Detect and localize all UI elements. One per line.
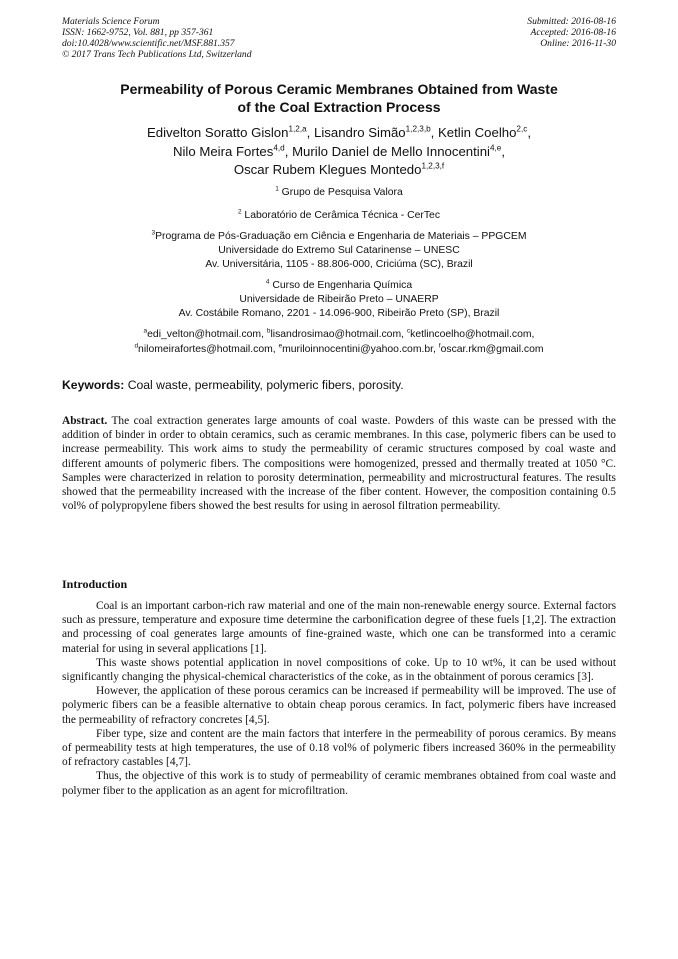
affiliation-line: Av. Universitária, 1105 - 88.806-000, Criciúma (SC), Brazil [205, 259, 473, 270]
email-line-1 [62, 327, 616, 342]
section-heading-introduction: Introduction [62, 577, 128, 591]
email-marker: e [278, 342, 283, 350]
intro-paragraph: Thus, the objective of this work is to study of permeability of ceramic membranes obtained from coal waste and polymer fiber to the application as an agent for microfiltration. [62, 770, 616, 797]
affiliation-line: Av. Costábile Romano, 2201 - 14.096-900, Ribeirão Preto (SP), Brazil [178, 308, 500, 319]
affiliation-text: Curso de Engenharia Química [269, 280, 413, 291]
dates-header [527, 16, 616, 49]
author-name: Edivelton Soratto Gislon [147, 125, 289, 140]
intro-paragraph: Coal is an important carbon-rich raw material and one of the main non-renewable energy source. External factors such as pressure, temperature and exposure time determine the carbonification degree of these fuels [1,2]. The extraction and processing of coal generates large amounts of fine-grained waste, which one can be transformed into a ceramic material for using in several applications [1]. [62, 600, 616, 655]
author-separator: , [501, 143, 506, 159]
affiliation-text: Grupo de Pesquisa Valora [278, 187, 403, 198]
author-separator: , [527, 125, 531, 140]
accepted-date: Accepted: 2016-08-16 [530, 27, 616, 38]
affiliation-line [62, 279, 616, 293]
affiliation-number: 1 [275, 185, 279, 193]
email-link[interactable]: ketlincoelho@hotmail.com, [410, 329, 535, 340]
author-affil-sup: 4,e [489, 143, 502, 153]
email-link[interactable]: nilomeirafortes@hotmail.com, [138, 344, 279, 355]
submitted-date: Submitted: 2016-08-16 [527, 16, 616, 27]
online-date: Online: 2016-11-30 [540, 38, 616, 49]
author-name: Ketlin Coelho [437, 125, 517, 140]
author-affil-sup: 1,2,a [288, 124, 307, 134]
author-affil-sup: 4,d [273, 143, 285, 153]
email-link[interactable]: edi_velton@hotmail.com, [147, 329, 267, 340]
journal-name: Materials Science Forum [62, 16, 160, 27]
affiliation-line: Universidade do Extremo Sul Catarinense – UNESC [218, 245, 460, 256]
email-link[interactable]: lisandrosimao@hotmail.com, [270, 329, 407, 340]
affiliation-line [62, 230, 616, 244]
author-line-3 [62, 161, 616, 180]
issn-line: ISSN: 1662-9752, Vol. 881, pp 357-361 [62, 27, 214, 38]
intro-paragraph: This waste shows potential application in novel compositions of coke. Up to 10 wt%, it can be used without significantly changing the physical-chemical characteristics of the coke, as in the obtainment of porous ceramics [3]. [62, 656, 616, 684]
email-marker: c [406, 327, 411, 335]
paper-title [62, 80, 616, 116]
affiliation-1 [62, 186, 616, 200]
author-affil-sup: 1,2,3,b [405, 124, 431, 134]
affiliation-3 [62, 230, 616, 272]
title-line-2: of the Coal Extraction Process [237, 99, 441, 115]
author-name: Lisandro Simão [314, 125, 406, 140]
keywords-text: Coal waste, permeability, polymeric fibers, porosity. [124, 378, 404, 392]
author-name: Nilo Meira Fortes [172, 143, 274, 159]
affiliation-text: Programa de Pós-Graduação em Ciência e Engenharia de Materiais – PPGCEM [155, 231, 527, 242]
affiliation-text: Laboratório de Cerâmica Técnica - CerTec [241, 210, 441, 221]
title-line-1: Permeability of Porous Ceramic Membranes Obtained from Waste [120, 81, 558, 97]
affiliation-line: Universidade de Ribeirão Preto – UNAERP [239, 294, 439, 305]
affiliation-2 [62, 209, 616, 223]
author-affil-sup: 2,c [516, 124, 528, 134]
email-marker: f [438, 342, 441, 350]
author-line-1 [62, 124, 616, 143]
copyright-line: © 2017 Trans Tech Publications Ltd, Switzerland [62, 49, 252, 60]
email-marker: b [266, 327, 271, 335]
abstract-text: The coal extraction generates large amounts of coal waste. Powders of this waste can be pressed with the addition of binder in order to obtain ceramics, such as ceramic membranes. In this case, polymeric fibers can be used to increase permeability. This work aims to study the permeability of ceramic structures composed by coal waste and different amounts of polymeric fibers. The compositions were homogenized, pressed and thermally treated at 1050 °C. Samples were characterized in relation to porosity determination, permeability and microstructural features. The results showed that the permeability increased with the increase of the fiber content. However, the composition containing 0.5 vol% of polypropylene fibers showed the best results for using in aerosol filtration permeability. [62, 415, 616, 513]
intro-paragraph: However, the application of these porous ceramics can be increased if permeability will be improved. The use of polymeric fibers can be a feasible alternative to obtain cheap porous ceramics. In fact, polymeric fibers have increased the permeability of refractory concretes [4,5]. [62, 685, 616, 726]
author-list [62, 124, 616, 180]
author-name: Oscar Rubem Klegues Montedo [233, 162, 422, 177]
author-name: Murilo Daniel de Mello Innocentini [292, 143, 490, 159]
journal-header [62, 16, 252, 60]
email-link[interactable]: muriloinnocentini@yahoo.com.br, [282, 344, 439, 355]
author-line-2 [62, 143, 616, 162]
email-link[interactable]: oscar.rkm@gmail.com [440, 344, 544, 355]
keywords [62, 378, 616, 393]
affiliation-number: 3 [151, 229, 156, 237]
abstract-label: Abstract. [62, 415, 108, 427]
author-separator: , [306, 125, 314, 140]
author-affil-sup: 1,2,3,f [421, 161, 445, 171]
email-line-2 [62, 342, 616, 357]
abstract [62, 414, 616, 513]
intro-paragraph: Fiber type, size and content are the main factors that interfere in the permeability of porous ceramics. By means of permeability tests at high temperatures, the use of 0.18 vol% of polymeric fibers increased 360% in the permeability of refractory castables [4,7]. [62, 727, 616, 769]
affiliation-number: 2 [237, 208, 242, 216]
affiliation-4 [62, 279, 616, 321]
email-list [62, 327, 616, 357]
doi-line[interactable]: doi:10.4028/www.scientific.net/MSF.881.357 [62, 38, 235, 49]
email-marker: d [134, 342, 139, 350]
keywords-label: Keywords: [62, 378, 125, 392]
author-separator: , [284, 143, 293, 159]
author-separator: , [430, 125, 438, 140]
introduction-body [62, 599, 616, 798]
email-marker: a [143, 327, 148, 335]
affiliation-number: 4 [265, 278, 270, 286]
